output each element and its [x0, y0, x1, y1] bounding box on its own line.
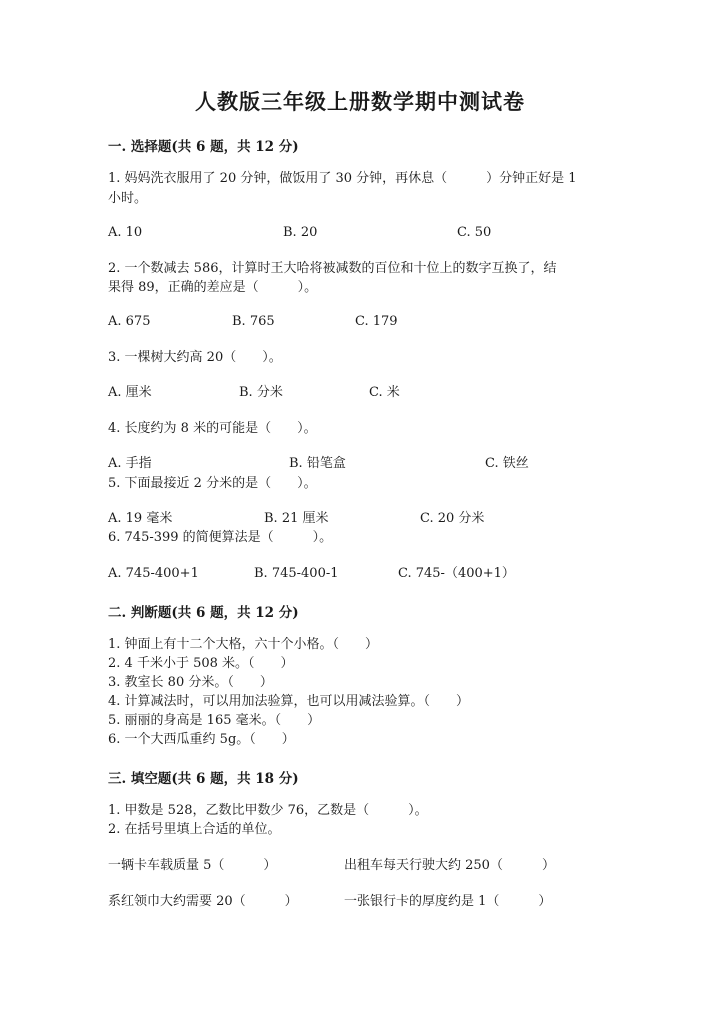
- judge-q5: 5. 丽丽的身高是 165 毫米。（ ）: [108, 713, 321, 728]
- section-heading-judge: 二. 判断题(共 6 题，共 12 分): [108, 605, 299, 621]
- judge-q6: 6. 一个大西瓜重约 5g。（ ）: [108, 732, 295, 747]
- fill-q2: 2. 在括号里填上合适的单位。: [108, 822, 281, 837]
- choice-q2-line2: 果得 89，正确的差应是（ ）。: [108, 280, 318, 295]
- choice-q3-option-c: C. 米: [369, 385, 400, 400]
- choice-q5: 5. 下面最接近 2 分米的是（ ）。: [108, 476, 317, 491]
- fill-q1: 1. 甲数是 528，乙数比甲数少 76，乙数是（ ）。: [108, 803, 428, 818]
- choice-q4-option-b: B. 铅笔盒: [289, 456, 346, 471]
- fill-item-truck: 一辆卡车载质量 5（ ）: [108, 858, 277, 873]
- choice-q5-option-c: C. 20 分米: [420, 511, 485, 526]
- choice-q3: 3. 一棵树大约高 20（ ）。: [108, 350, 282, 365]
- judge-q3: 3. 教室长 80 分米。（ ）: [108, 675, 273, 690]
- judge-q1: 1. 钟面上有十二个大格，六十个小格。（ ）: [108, 637, 379, 652]
- choice-q5-option-b: B. 21 厘米: [264, 511, 329, 526]
- choice-q1-option-b: B. 20: [283, 225, 318, 240]
- choice-q6-option-b: B. 745-400-1: [254, 566, 339, 581]
- choice-q1-option-a: A. 10: [108, 225, 143, 240]
- choice-q2-line1: 2. 一个数减去 586，计算时王大哈将被减数的百位和十位上的数字互换了，结: [108, 261, 557, 276]
- choice-q1-option-c: C. 50: [457, 225, 492, 240]
- choice-q6-option-a: A. 745-400+1: [108, 566, 199, 581]
- choice-q1-line1: 1. 妈妈洗衣服用了 20 分钟，做饭用了 30 分钟，再休息（ ）分钟正好是 1: [108, 171, 577, 186]
- choice-q4-option-a: A. 手指: [108, 456, 152, 471]
- page-title: 人教版三年级上册数学期中测试卷: [195, 89, 525, 114]
- section-heading-fill: 三. 填空题(共 6 题，共 18 分): [108, 771, 299, 787]
- fill-item-scarf: 系红领巾大约需要 20（ ）: [108, 894, 298, 909]
- choice-q3-option-a: A. 厘米: [108, 385, 152, 400]
- choice-q4: 4. 长度约为 8 米的可能是（ ）。: [108, 421, 317, 436]
- choice-q2-option-a: A. 675: [108, 314, 151, 329]
- choice-q5-option-a: A. 19 毫米: [108, 511, 173, 526]
- choice-q6: 6. 745-399 的简便算法是（ ）。: [108, 530, 333, 545]
- judge-q4: 4. 计算减法时，可以用加法验算，也可以用减法验算。（ ）: [108, 694, 470, 709]
- section-heading-choice: 一. 选择题(共 6 题，共 12 分): [108, 139, 299, 155]
- choice-q4-option-c: C. 铁丝: [485, 456, 529, 471]
- fill-item-bankcard: 一张银行卡的厚度约是 1（ ）: [344, 894, 552, 909]
- fill-item-taxi: 出租车每天行驶大约 250（ ）: [344, 858, 555, 873]
- choice-q2-option-b: B. 765: [232, 314, 275, 329]
- choice-q3-option-b: B. 分米: [239, 385, 283, 400]
- choice-q2-option-c: C. 179: [355, 314, 398, 329]
- judge-q2: 2. 4 千米小于 508 米。（ ）: [108, 656, 294, 671]
- choice-q1-line2: 小时。: [108, 191, 148, 206]
- choice-q6-option-c: C. 745-（400+1）: [398, 566, 515, 581]
